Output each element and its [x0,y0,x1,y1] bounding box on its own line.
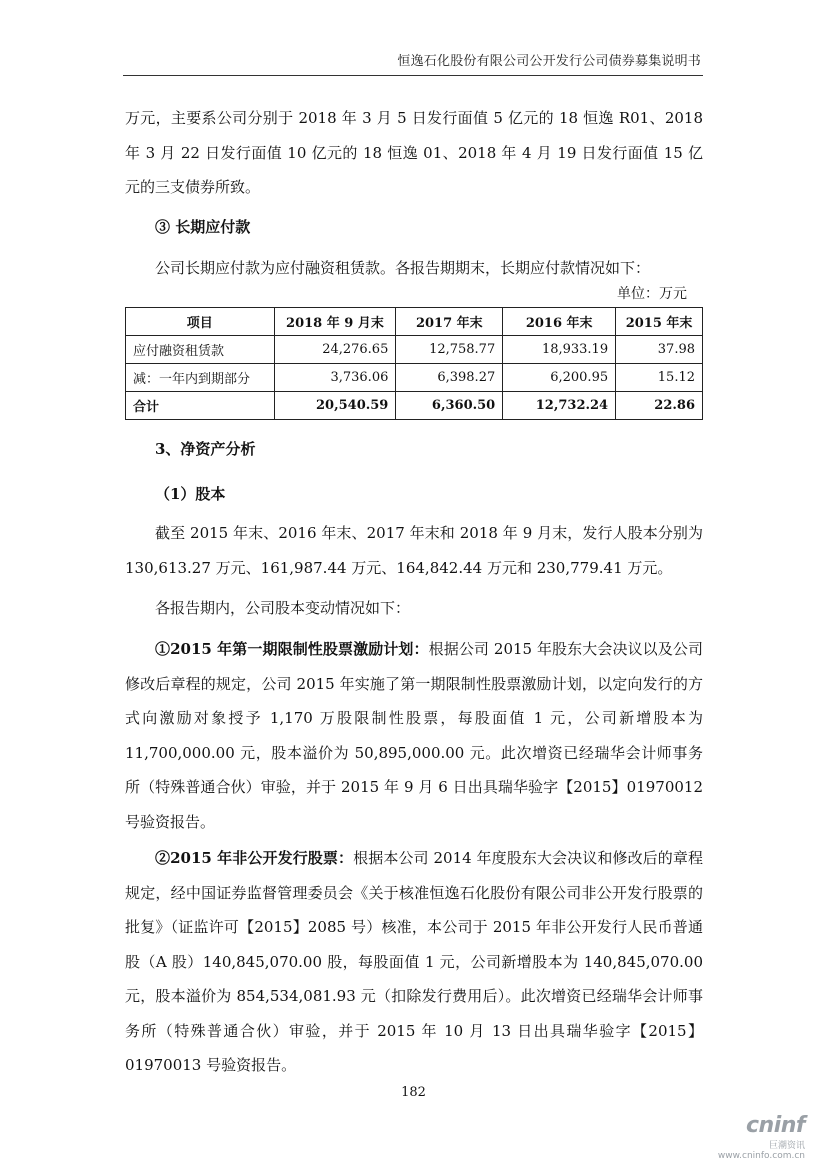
table-header-cell: 项目 [126,308,275,336]
subsection-heading-share-capital: （1）股本 [155,485,226,503]
table-cell-value: 20,540.59 [274,392,396,420]
table-cell-value: 15.12 [616,364,703,392]
paragraph-body: 根据本公司 2014 年度股东大会决议和修改后的章程规定，经中国证券监督管理委员会《关于核准恒逸石化股份有限公司非公开发行股票的批复》（证监许可【2015】2085 号）核准，本公司于 2015 年非公开发行人民币普通股（A 股）140,845,070.00 股，每股面值 1 元，公司新增股本为 140,845,070.00 元，股本溢价为 854,534,081.93 元（扣除发行费用后）。此次增资已经瑞华会计师事务所（特殊普通合伙）审验，并于 2015 年 10 月 13 日出具瑞华验字【2015】01970013 号验资报告。 [125,849,703,1074]
table-cell-value: 6,360.50 [396,392,503,420]
table-header-cell: 2018 年 9 月末 [274,308,396,336]
paragraph-private-placement [125,841,703,1083]
paragraph-lead-in: ②2015 年非公开发行股票： [155,849,354,867]
table-cell-value: 22.86 [616,392,703,420]
table-header-cell: 2016 年末 [503,308,616,336]
section-heading-net-assets: 3、净资产分析 [155,440,256,458]
table-cell-label: 减：一年内到期部分 [126,364,275,392]
table-cell-label: 合计 [126,392,275,420]
table-header-row [126,308,703,336]
page-number: 182 [401,1085,426,1100]
paragraph-share-capital-summary: 截至 2015 年末、2016 年末、2017 年末和 2018 年 9 月末，发行人股本分别为 130,613.27 万元、161,987.44 万元、164,842.44 万元和 230,779.41 万元。 [125,524,703,577]
table-cell-value: 6,200.95 [503,364,616,392]
table-cell-value: 24,276.65 [274,336,396,364]
paragraph-equity-incentive-plan [125,632,703,839]
section-heading-long-term-payables: ③ 长期应付款 [155,218,251,236]
document-header-title: 恒逸石化股份有限公司公开发行公司债券募集说明书 [397,54,701,69]
table-header-cell: 2015 年末 [616,308,703,336]
paragraph-bond-issuance: 万元，主要系公司分别于 2018 年 3 月 5 日发行面值 5 亿元的 18 恒逸 R01、2018 年 3 月 22 日发行面值 10 亿元的 18 恒逸 01、2018 年 4 月 19 日发行面值 15 亿元的三支债券所致。 [125,109,703,196]
table-cell-value: 6,398.27 [396,364,503,392]
long-term-payables-table [125,307,703,420]
paragraph-body: 根据公司 2015 年股东大会决议以及公司修改后章程的规定，公司 2015 年实施了第一期限制性股票激励计划，以定向发行的方式向激励对象授予 1,170 万股限制性股票，每股面值 1 元，公司新增股本为 11,700,000.00 元，股本溢价为 50,895,000.00 元。此次增资已经瑞华会计师事务所（特殊普通合伙）审验，并于 2015 年 9 月 6 日出具瑞华验字【2015】01970012 号验资报告。 [125,640,703,831]
logo-subtitle: 巨潮资讯 [768,1141,805,1151]
cninfo-watermark-logo [718,1113,805,1161]
table-cell-value: 37.98 [616,336,703,364]
table-row [126,364,703,392]
logo-url: www.cninfo.com.cn [717,1151,805,1161]
table-cell-value: 18,933.19 [503,336,616,364]
table-row [126,336,703,364]
logo-wordmark: cninf [746,1113,805,1138]
table-total-row [126,392,703,420]
paragraph-share-capital-changes-intro: 各报告期内，公司股本变动情况如下： [155,599,411,617]
table-cell-value: 12,758.77 [396,336,503,364]
header-divider [123,75,703,76]
table-unit-label: 单位：万元 [617,286,687,302]
table-cell-label: 应付融资租赁款 [126,336,275,364]
paragraph-lead-in: ①2015 年第一期限制性股票激励计划： [155,640,429,658]
table-cell-value: 3,736.06 [274,364,396,392]
table-header-cell: 2017 年末 [396,308,503,336]
paragraph-long-term-payables-intro: 公司长期应付款为应付融资租赁款。各报告期期末，长期应付款情况如下： [155,259,651,277]
table-cell-value: 12,732.24 [503,392,616,420]
